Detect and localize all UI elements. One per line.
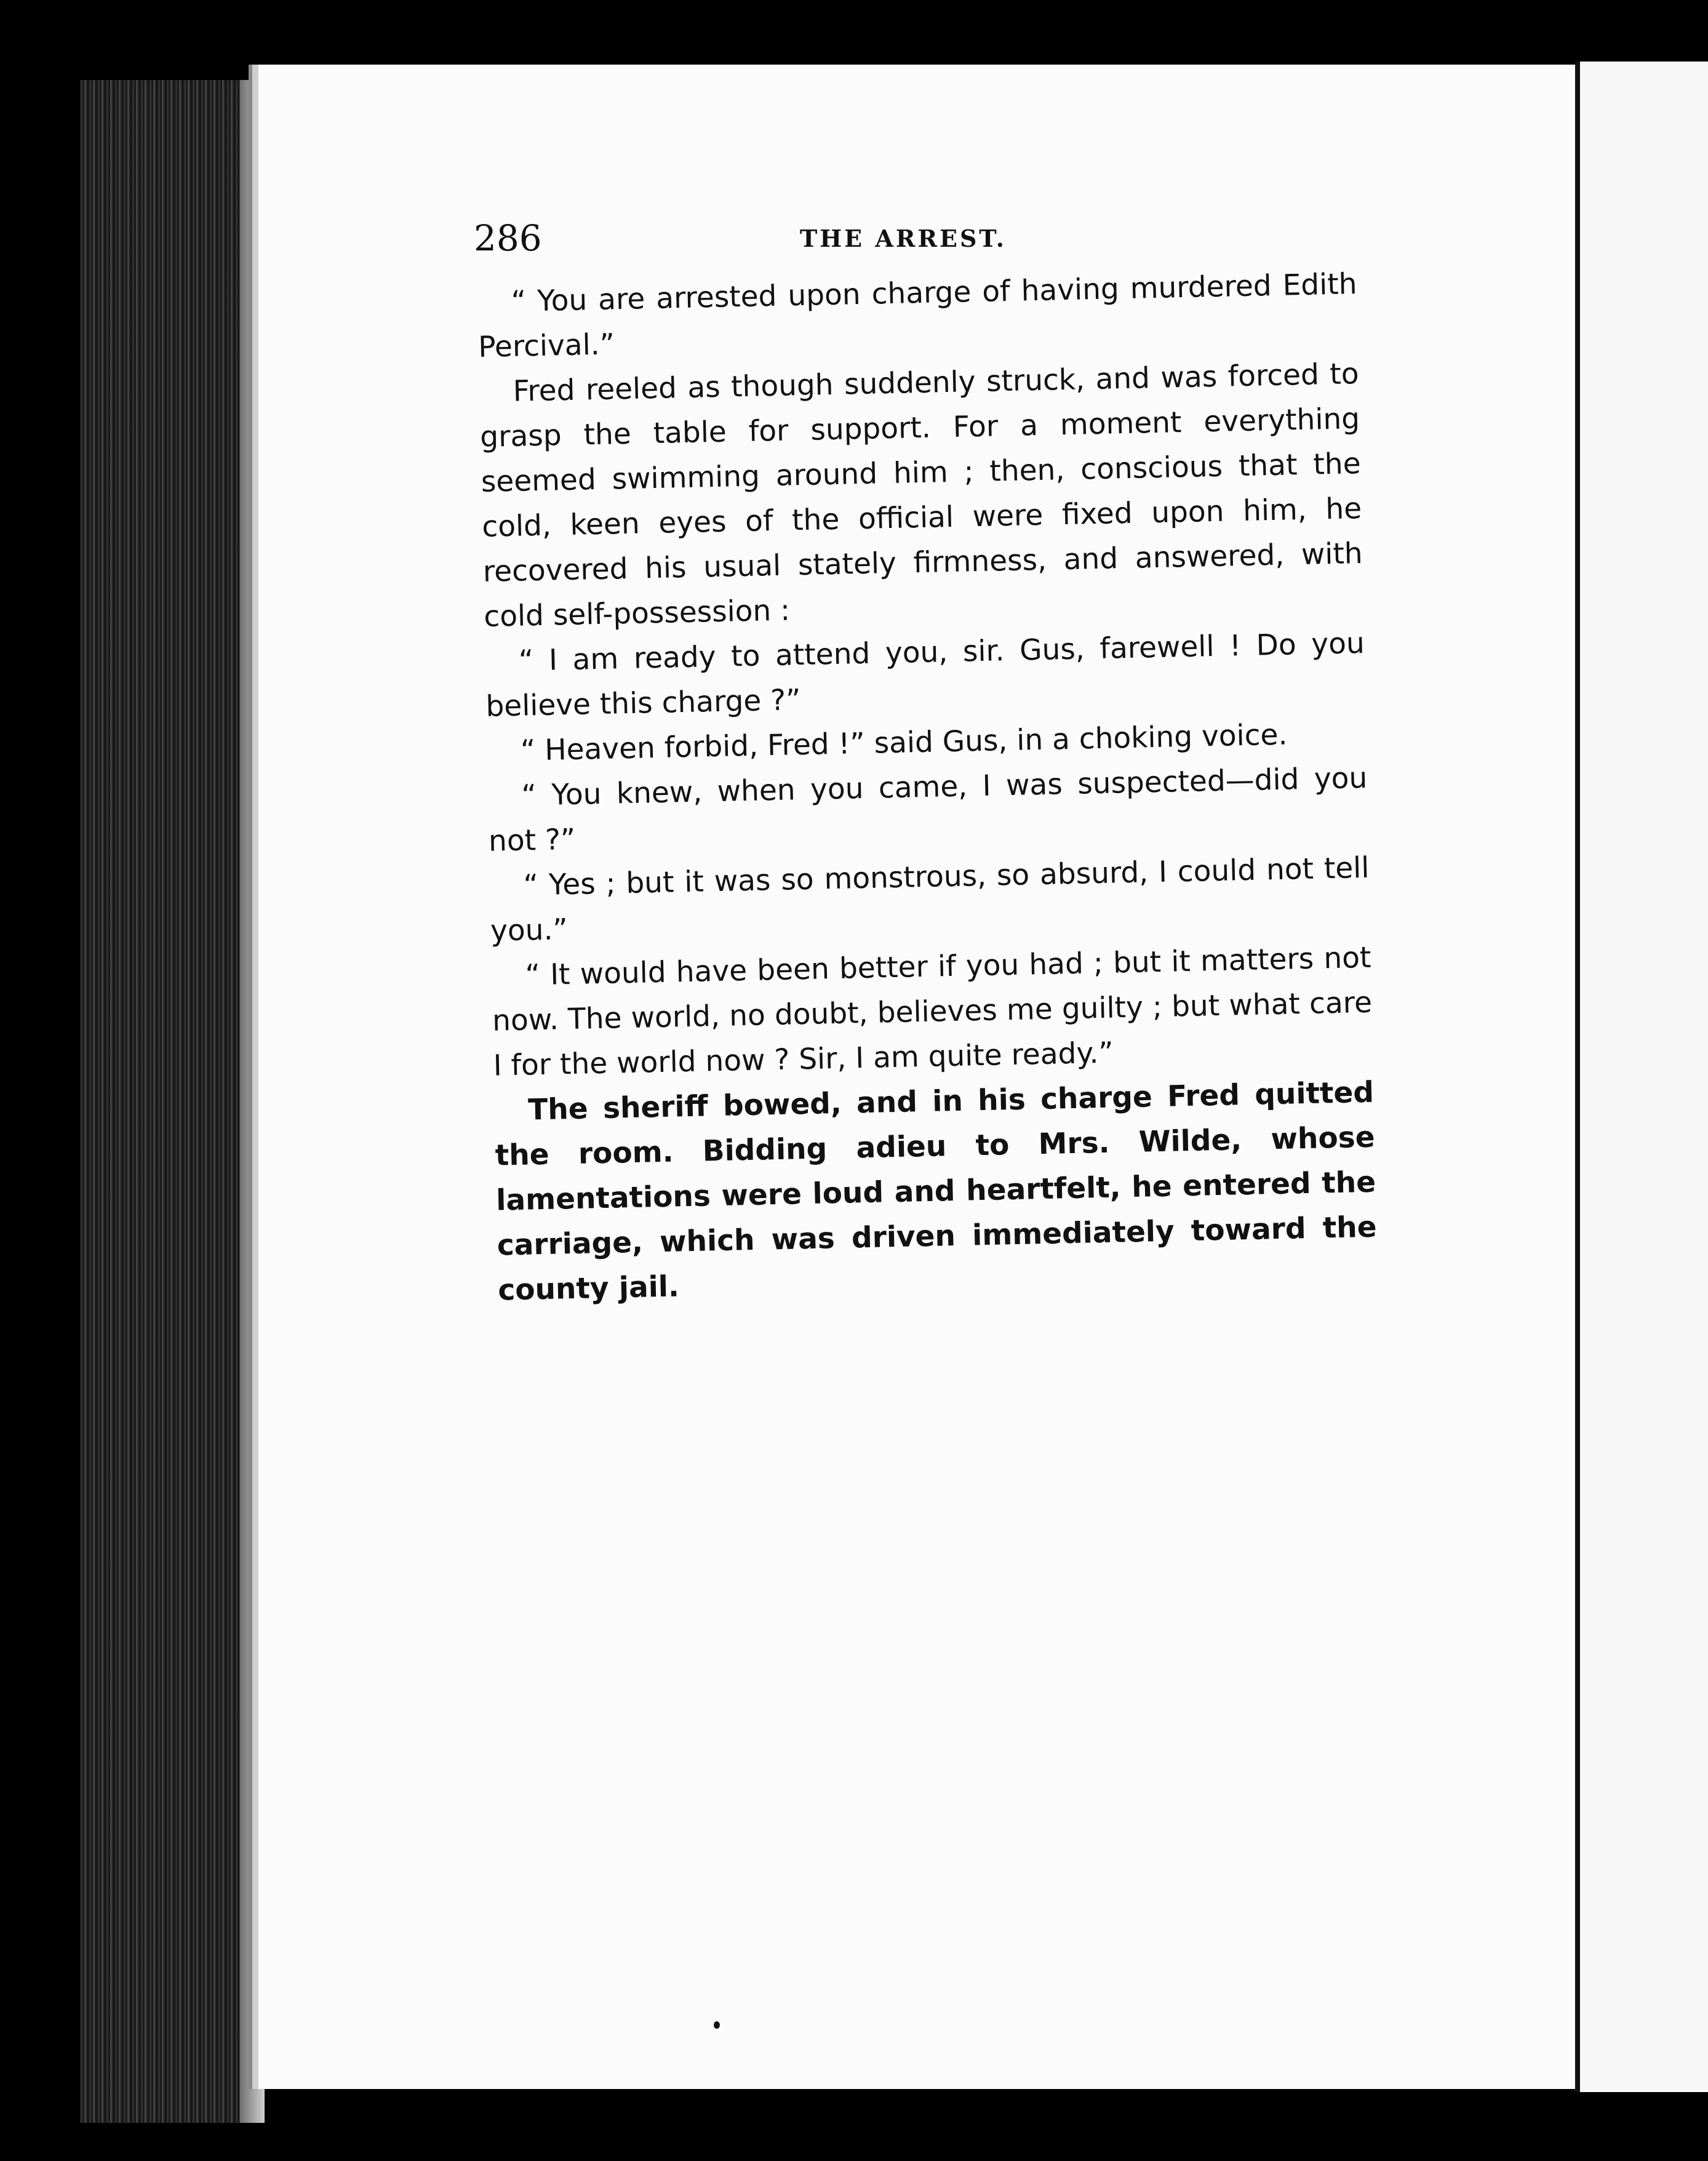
paragraph: “ Heaven forbid, Fred !” said Gus, in a choking voice.	[520, 717, 1288, 768]
ink-speck	[714, 2021, 720, 2029]
paragraph: “ It would have been better if you had ; but it matters not now. The world, no doubt, believes me guilty ; but what care I for the world now ? Sir, I am quite ready.”	[492, 940, 1373, 1083]
body-text	[477, 262, 1378, 1313]
book-page-edges	[80, 80, 265, 2123]
running-head: THE ARREST.	[800, 225, 1007, 252]
paragraph: The sheriff bowed, and in his charge Fred quitted the room. Bidding adieu to Mrs. Wilde, whose lamentations were loud and heartfelt, he entered the carriage, which was driven immediately toward the county jail.	[495, 1075, 1378, 1308]
book-page	[252, 65, 1581, 2089]
opposing-page	[1575, 62, 1708, 2092]
paragraph: “ I am ready to attend you, sir. Gus, farewell ! Do you believe this charge ?”	[485, 626, 1365, 724]
paragraph: “ You are arrested upon charge of having murdered Edith Percival.”	[477, 267, 1358, 364]
page-number: 286	[474, 217, 542, 259]
paragraph: “ You knew, when you came, I was suspected—did you not ?”	[488, 761, 1368, 858]
paragraph: “ Yes ; but it was so monstrous, so absurd, I could not tell you.”	[490, 850, 1370, 948]
paragraph: Fred reeled as though suddenly struck, and was forced to grasp the table for support. For a moment everything seemed swimming around him ; then, conscious that the cold, keen eyes of the official were fixed upon him, he recovered his usual stately firmness, and answered, with cold self-possession :	[479, 357, 1363, 634]
